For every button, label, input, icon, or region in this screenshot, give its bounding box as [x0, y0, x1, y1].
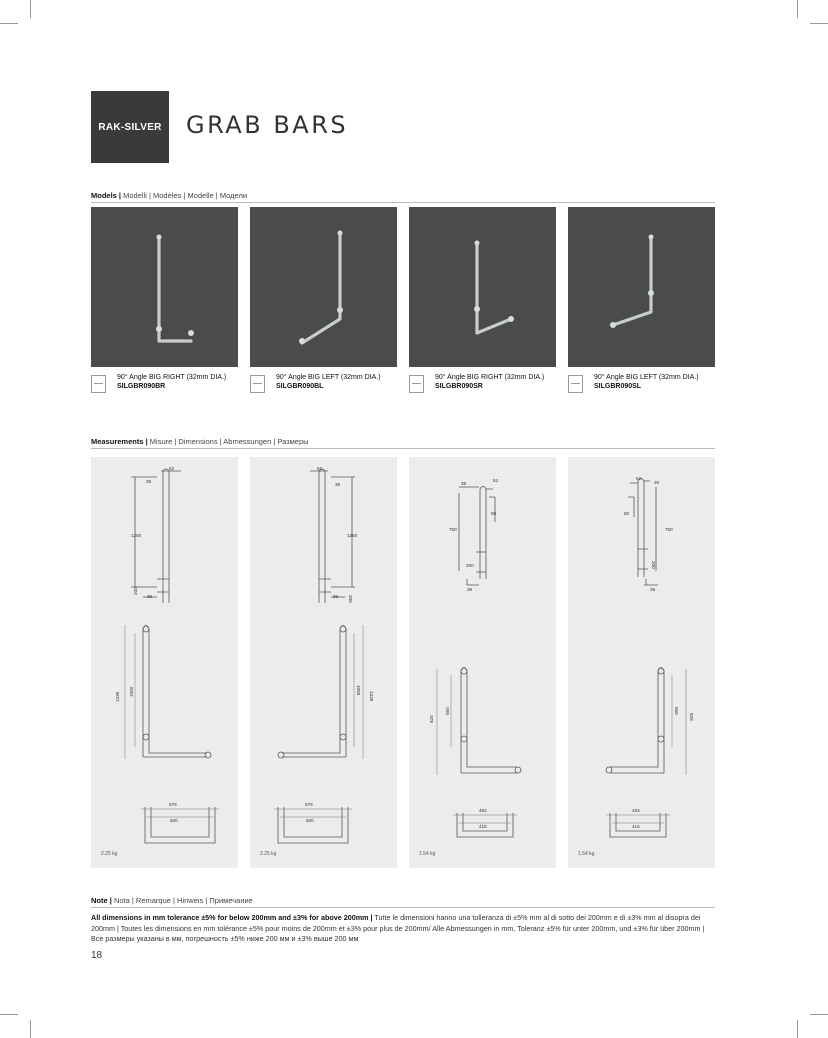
weight-label: 2.25 kg: [101, 851, 118, 857]
svg-text:678: 678: [305, 802, 313, 807]
svg-text:50: 50: [491, 511, 497, 516]
product-sheet-icon: [409, 375, 424, 393]
product-sheet-icon: [250, 375, 265, 393]
svg-text:39: 39: [461, 481, 467, 486]
crop-mark: [30, 0, 31, 18]
product-sheet-icon: [568, 375, 583, 393]
technical-drawing-2: [250, 457, 397, 868]
svg-text:415: 415: [632, 824, 640, 829]
svg-text:1050: 1050: [356, 685, 361, 696]
svg-text:750: 750: [449, 527, 457, 532]
svg-text:62: 62: [493, 478, 499, 483]
crop-mark: [797, 1020, 798, 1038]
tolerance-note: All dimensions in mm tolerance ±5% for below 200mm and ±3% for above 200mm | Tutte le dimensioni hanno una tolleranza di ±5% mm al di sotto dei 200mm e di ±3% mm al disopra dei 200mm | Toutes les dimensions en mm tolérance ±5% pour moins de 200mm et ±3% pour plus de 200mm/ Alle Abmessungen in mm, Toleranz ±5% für unter 200mm, und ±3% für über 200mm | Все размеры указаны в мм, погрешность ±5% ниже 200 мм и ±3% выше 200 мм: [91, 913, 705, 943]
page-title: GRAB BARS: [186, 111, 349, 139]
measurement-panel-2: [250, 457, 397, 868]
technical-drawing-1: [91, 457, 238, 868]
svg-text:62: 62: [169, 466, 175, 471]
svg-text:39: 39: [146, 479, 152, 484]
svg-text:200: 200: [466, 563, 474, 568]
crop-mark: [810, 1014, 828, 1015]
svg-text:39: 39: [335, 482, 341, 487]
svg-text:62: 62: [636, 476, 642, 481]
svg-text:828: 828: [689, 713, 694, 721]
model-caption-4: 90° Angle BIG LEFT (32mm DIA.) SILGBR090SL: [568, 373, 718, 397]
svg-text:1250: 1250: [347, 533, 358, 538]
svg-text:1050: 1050: [129, 686, 134, 697]
page-number: 18: [91, 950, 103, 961]
svg-text:828: 828: [429, 715, 434, 723]
note-heading: Note | Nota | Remarque | Hinweis | Примечание: [91, 896, 253, 905]
measurement-panel-4: [568, 457, 715, 868]
svg-text:415: 415: [479, 824, 487, 829]
product-photo-1: [91, 207, 238, 367]
brand-block: [91, 91, 169, 163]
crop-mark: [810, 23, 828, 24]
model-caption-3: 90° Angle BIG RIGHT (32mm DIA.) SILGBR090SR: [409, 373, 559, 397]
model-caption-1: 90° Angle BIG RIGHT (32mm DIA.) SILGBR090BR: [91, 373, 241, 397]
svg-text:200: 200: [348, 595, 353, 603]
brand-name: RAK-SILVER: [98, 121, 162, 133]
svg-text:39: 39: [147, 594, 153, 599]
svg-text:200: 200: [651, 561, 656, 569]
technical-drawing-3: [409, 457, 556, 868]
product-photo-3: [409, 207, 556, 367]
measurement-panel-3: [409, 457, 556, 868]
measurements-divider: [91, 448, 715, 449]
models-divider: [91, 202, 715, 203]
note-divider: [91, 907, 715, 908]
crop-mark: [0, 1014, 18, 1015]
svg-text:493: 493: [479, 808, 487, 813]
crop-mark: [0, 23, 18, 24]
crop-mark: [797, 0, 798, 18]
svg-text:550: 550: [445, 707, 450, 715]
models-heading: Models | Modelli | Modèles | Modelle | Модели: [91, 191, 248, 200]
svg-text:39: 39: [650, 587, 656, 592]
svg-text:50: 50: [624, 511, 630, 516]
weight-label: 1.54 kg: [578, 851, 595, 857]
product-photo-2: [250, 207, 397, 367]
weight-label: 2.25 kg: [260, 851, 277, 857]
product-sheet-icon: [91, 375, 106, 393]
measurement-panel-1: [91, 457, 238, 868]
svg-text:550: 550: [674, 707, 679, 715]
svg-text:493: 493: [632, 808, 640, 813]
svg-text:1250: 1250: [131, 533, 142, 538]
technical-drawing-4: [568, 457, 715, 868]
svg-text:62: 62: [317, 466, 323, 471]
measurements-heading: Measurements | Misure | Dimensions | Abmessungen | Размеры: [91, 437, 309, 446]
crop-mark: [30, 1020, 31, 1038]
svg-text:678: 678: [169, 802, 177, 807]
svg-text:750: 750: [665, 527, 673, 532]
svg-text:39: 39: [467, 587, 473, 592]
svg-text:39: 39: [654, 480, 660, 485]
svg-text:200: 200: [133, 587, 138, 595]
svg-text:39: 39: [333, 594, 339, 599]
svg-text:600: 600: [170, 818, 178, 823]
svg-text:1339: 1339: [369, 691, 374, 702]
model-caption-2: 90° Angle BIG LEFT (32mm DIA.) SILGBR090BL: [250, 373, 400, 397]
weight-label: 1.54 kg: [419, 851, 436, 857]
svg-text:1339: 1339: [115, 691, 120, 702]
product-photo-4: [568, 207, 715, 367]
svg-text:600: 600: [306, 818, 314, 823]
